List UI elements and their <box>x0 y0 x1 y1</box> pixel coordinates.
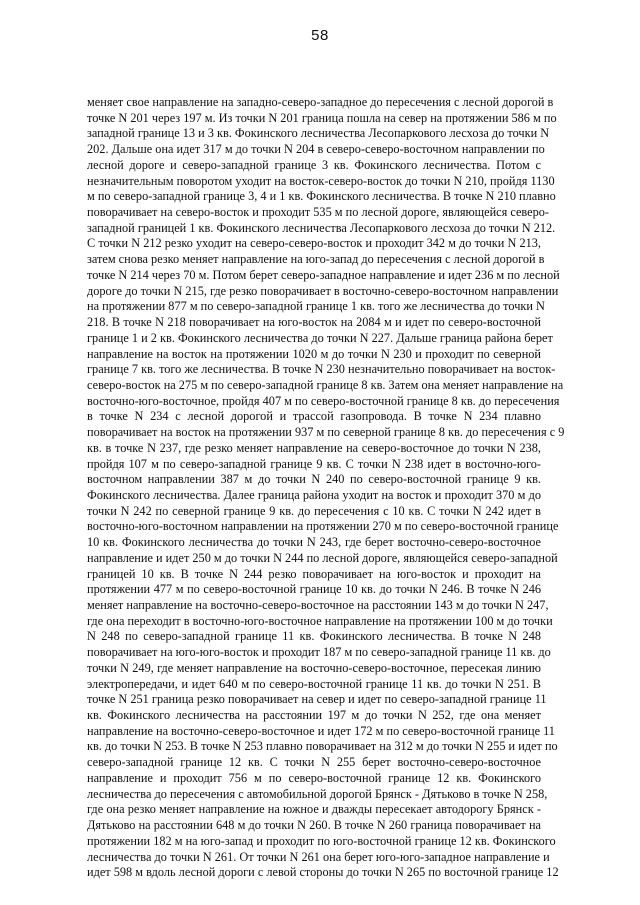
text-line: северо-восток на 275 м по северо-западной границе 8 кв. Затем она меняет направление на <box>87 377 564 392</box>
text-line: кв. до точки N 253. В точке N 253 плавно поворачивает на 312 м до точки N 255 и идет по <box>87 739 558 754</box>
text-line: Фокинского лесничества. Далее граница района уходит на восток и проходит 370 м до <box>87 487 541 502</box>
text-line: точки N 242 по северной границе 9 кв. до пересечения с 10 кв. С точки N 242 идет в <box>87 503 541 518</box>
text-line: где она переходит в восточно-юго-восточное направление на протяжении 100 м до точки <box>87 613 553 628</box>
text-line: электропередачи, и идет 640 м по северо-восточной границе 11 кв. до точки N 251. В <box>87 676 541 691</box>
text-line: N 248 по северо-западной границе 11 кв. Фокинского лесничества. В точке N 248 <box>87 629 541 644</box>
text-line: точки N 249, где меняет направление на восточно-северо-восточное, пересекая линию <box>87 660 541 675</box>
text-line: границе 1 и 2 кв. Фокинского лесничества до точки N 227. Дальше граница района берет <box>87 330 553 345</box>
text-line: лесной дороге и северо-западной границе 3 кв. Фокинского лесничества. Потом с <box>87 157 541 172</box>
text-line: восточном направлении 387 м до точки N 240 по северо-восточной границе 9 кв. <box>87 472 541 487</box>
text-line: кв. в точке N 237, где резко меняет направление на северо-восточное до точки N 238, <box>87 440 541 455</box>
text-line: восточно-юго-восточном направлении на протяжении 270 м по северо-восточной границе <box>87 519 559 534</box>
text-line: идет 598 м вдоль лесной дороги с левой стороны до точки N 265 по восточной границе 12 <box>87 865 559 880</box>
text-line: затем снова резко меняет направление на юго-запад до пересечения с лесной дорогой в <box>87 252 545 267</box>
text-line: С точки N 212 резко уходит на северо-северо-восток и проходит 342 м до точки N 213, <box>87 236 541 251</box>
text-line: направление и проходит 756 м по северо-восточной границе 12 кв. Фокинского <box>87 770 541 785</box>
text-line: незначительным поворотом уходит на восток-северо-восток до точки N 210, пройдя 1130 <box>87 173 555 188</box>
text-line: восточно-юго-восточное, пройдя 407 м по северо-восточной границе 8 кв. до пересечения <box>87 393 560 408</box>
text-line: протяжении 477 м по северо-восточной границе 10 кв. до точки N 246. В точке N 246 <box>87 582 541 597</box>
text-line: кв. Фокинского лесничества на расстоянии 197 м до точки N 252, где она меняет <box>87 708 541 723</box>
text-line: где она резко меняет направление на южное и дважды пересекает автодорогу Брянск - <box>87 802 541 817</box>
text-line: направление на восток на протяжении 1020 м до точки N 230 и проходит по северной <box>87 346 541 361</box>
text-line: северо-западной границе 12 кв. С точки N 255 берет восточно-северо-восточное <box>87 755 541 770</box>
text-line: западной границе 13 и 3 кв. Фокинского лесничества Лесопаркового лесхоза до точки N <box>87 126 550 141</box>
text-line: 218. В точке N 218 поворачивает на юго-восток на 2084 м и идет по северо-восточной <box>87 315 541 330</box>
text-line: протяжении 182 м на юго-запад и проходит по юго-восточной границе 12 кв. Фокинского <box>87 833 556 848</box>
document-body-text <box>87 95 565 881</box>
text-line: поворачивает на восток на протяжении 937 м по северной границе 8 кв. до пересечения с 9 <box>87 425 565 440</box>
text-line: лесничества до пересечения с автомобильной дорогой Брянск - Дятьково в точке N 258, <box>87 786 548 801</box>
text-line: точке N 214 через 70 м. Потом берет северо-западное направление и идет 236 м по лесной <box>87 267 560 282</box>
text-line: на протяжении 877 м по северо-западной границе 1 кв. того же лесничества до точки N <box>87 299 545 314</box>
text-line: поворачивает на юго-юго-восток и проходит 187 м по северо-западной границе 11 кв. до <box>87 645 551 660</box>
text-line: меняет направление на восточно-северо-восточное на расстоянии 143 м до точки N 247, <box>87 598 549 612</box>
text-line: лесничества до точки N 261. От точки N 261 она берет юго-юго-западное направление и <box>87 849 550 864</box>
text-line: пройдя 107 м по северо-западной границе 9 кв. С точки N 238 идет в восточно-юго- <box>87 456 541 471</box>
text-line: точке N 251 граница резко поворачивает на север и идет по северо-западной границе 11 <box>87 692 547 707</box>
text-line: м по северо-западной границе 3, 4 и 1 кв. Фокинского лесничества. В точке N 210 плавно <box>87 189 556 204</box>
text-line: направление и идет 250 м до точки N 244 по лесной дороге, являющейся северо-западной <box>87 550 558 565</box>
text-line: точке N 201 через 197 м. Из точки N 201 граница пошла на север на протяжении 586 м по <box>87 110 557 125</box>
text-line: поворачивает на северо-восток и проходит 535 м по лесной дороге, являющейся северо- <box>87 205 550 220</box>
text-line: 202. Дальше она идет 317 м до точки N 204 в северо-северо-восточном направлении по <box>87 142 545 157</box>
page-number: 58 <box>311 27 329 44</box>
text-line: дороге до точки N 215, где резко поворачивает в восточно-северо-восточном направлении <box>87 283 559 298</box>
text-line: направление на восточно-северо-восточное и идет 172 м по северо-восточной границе 11 <box>87 723 555 738</box>
text-line: Дятьково на расстоянии 648 м до точки N 260. В точке N 260 граница поворачивает на <box>87 818 541 833</box>
text-line: 10 кв. Фокинского лесничества до точки N 243, где берет восточно-северо-восточное <box>87 535 541 550</box>
text-line: в точке N 234 с лесной дорогой и трассой газопровода. В точке N 234 плавно <box>87 409 541 424</box>
text-line: границей 10 кв. В точке N 244 резко поворачивает на юго-восток и проходит на <box>87 566 541 581</box>
text-line: границе 7 кв. того же лесничества. В точке N 230 незначительно поворачивает на восток- <box>87 362 556 377</box>
text-line: западной границей 1 кв. Фокинского лесничества Лесопаркового лесхоза до точки N 212. <box>87 220 556 235</box>
text-line: меняет свое направление на западно-северо-западное до пересечения с лесной дорогой в <box>87 95 554 109</box>
